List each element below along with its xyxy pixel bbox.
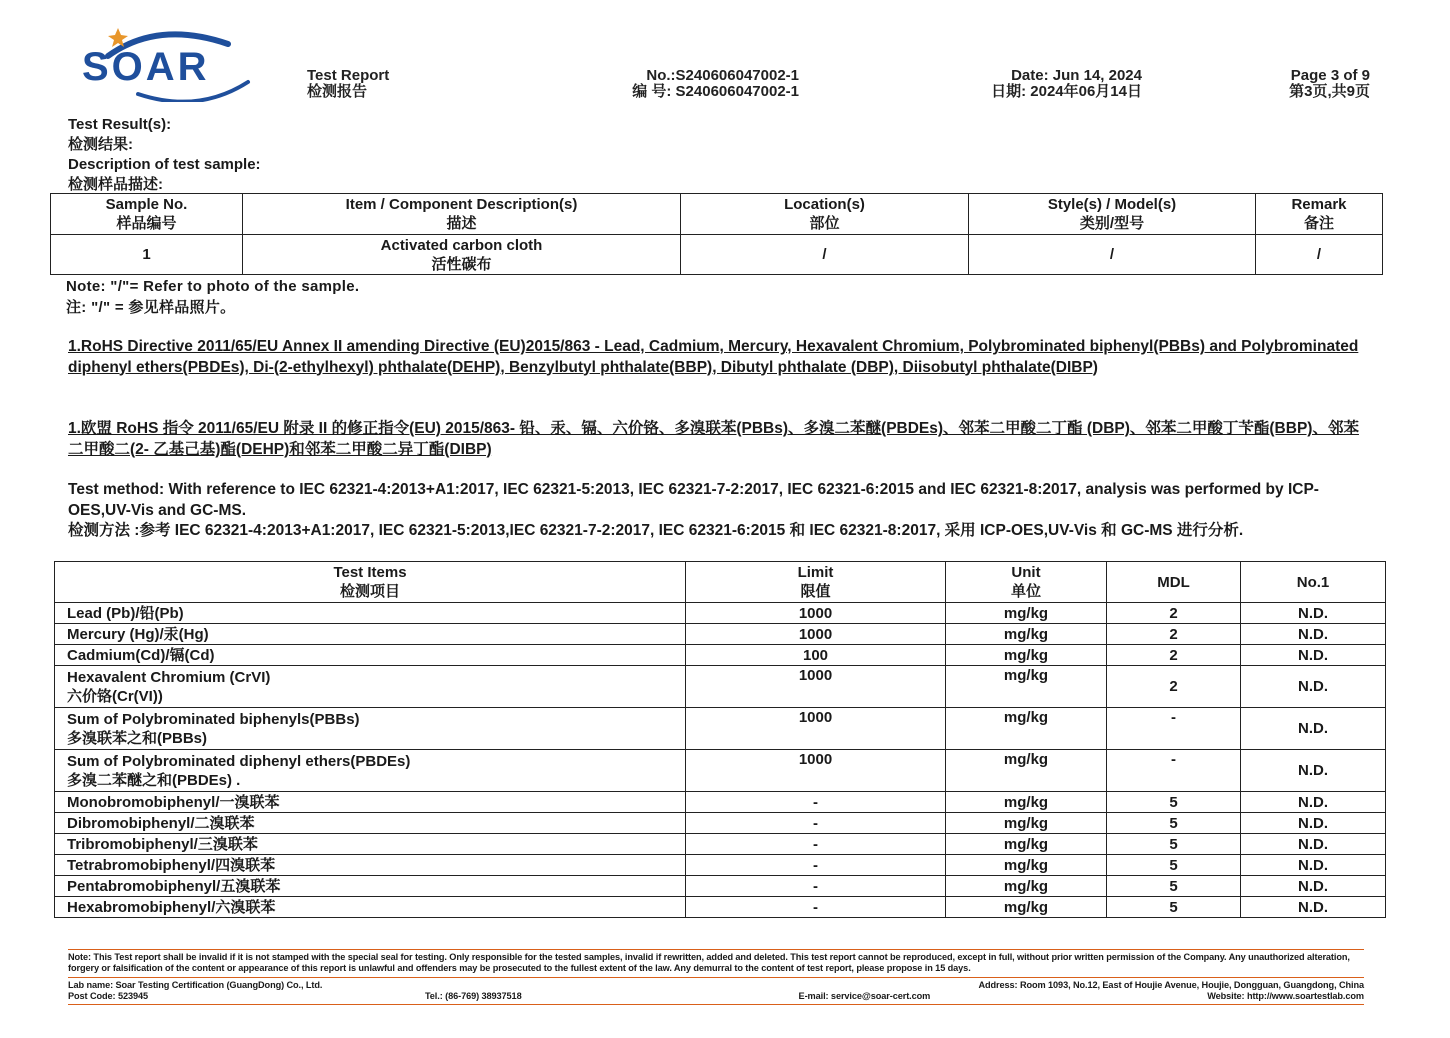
mdl-cell: - [1107,750,1241,792]
header-description: Item / Component Description(s) 描述 [243,194,681,235]
result-cell: N.D. [1241,792,1386,813]
mdl-cell: 2 [1107,603,1241,624]
item-cell: Tetrabromobiphenyl/四溴联苯 [55,855,686,876]
header-style: Style(s) / Model(s) 类别/型号 [969,194,1256,235]
result-cell: N.D. [1241,750,1386,792]
item-cell: Hexavalent Chromium (CrVI) 六价铬(Cr(VI)) [55,666,686,708]
item-cell: Tribromobiphenyl/三溴联苯 [55,834,686,855]
limit-cell: 1000 [686,624,946,645]
description-label: Description of test sample: 检测样品描述: [68,156,261,193]
mdl-cell: 5 [1107,876,1241,897]
result-cell: N.D. [1241,897,1386,918]
footer [68,949,1364,1005]
unit-cell: mg/kg [946,792,1107,813]
table-row [55,834,1386,855]
item-cell: Hexabromobiphenyl/六溴联苯 [55,897,686,918]
table-row [55,603,1386,624]
item-cell: Sum of Polybrominated diphenyl ethers(PBDEs) 多溴二苯醚之和(PBDEs) . [55,750,686,792]
limit-cell: 1000 [686,666,946,708]
page-number: Page 3 of 9 第3页,共9页 [1289,67,1370,100]
table-row [51,235,1383,275]
mdl-cell: 2 [1107,666,1241,708]
table-row [55,708,1386,750]
test-method-en: Test method: With reference to IEC 62321-4:2013+A1:2017, IEC 62321-5:2013, IEC 62321-7-2:2017, IEC 62321-6:2015 and IEC 62321-8:2017, analysis was performed by ICP-OES,UV-Vis and GC-MS. [68,481,1319,519]
limit-cell: 1000 [686,750,946,792]
sample-no-cell: 1 [51,235,243,275]
result-cell: N.D. [1241,666,1386,708]
unit-cell: mg/kg [946,645,1107,666]
item-cell: Mercury (Hg)/汞(Hg) [55,624,686,645]
footer-email: E-mail: service@soar-cert.com [798,991,931,1001]
result-cell: N.D. [1241,813,1386,834]
remark-cell: / [1256,235,1383,275]
unit-cell: mg/kg [946,855,1107,876]
table-row [55,750,1386,792]
result-cell: N.D. [1241,834,1386,855]
section-title-cn: 1.欧盟 RoHS 指令 2011/65/EU 附录 II 的修正指令(EU) 2015/863- 铅、汞、镉、六价铬、多溴联苯(PBBs)、多溴二苯醚(PBDEs)、邻苯二甲酸二丁酯 (DBP)、邻苯二甲酸丁苄酯(BBP)、邻苯二甲酸二(2- 乙基己基)酯(DEHP)和邻苯二甲酸二异丁酯(DIBP) [68,420,1359,458]
mdl-cell: 5 [1107,834,1241,855]
report-number: No.:S240606047002-1 编 号: S240606047002-1 [632,67,799,100]
header-unit: Unit 单位 [946,562,1107,603]
item-cell: Sum of Polybrominated biphenyls(PBBs) 多溴联苯之和(PBBs) [55,708,686,750]
result-cell: N.D. [1241,603,1386,624]
mdl-cell: 5 [1107,792,1241,813]
mdl-cell: 2 [1107,645,1241,666]
mdl-cell: 2 [1107,624,1241,645]
logo-text: SOAR [82,45,210,89]
footer-lab-name: Lab name: Soar Testing Certification (GuangDong) Co., Ltd. [68,980,323,990]
limit-cell: - [686,834,946,855]
item-cell: Cadmium(Cd)/镉(Cd) [55,645,686,666]
limit-cell: - [686,855,946,876]
footer-disclaimer: Note: This Test report shall be invalid if it is not stamped with the special seal for testing. Only responsible for the tested samples, invalid if rewritten, added and deleted. This test report cannot be reproduced, except in full, without prior written permission of the Company. Any unauthorized alteration, forgery or falsification of the content or appearance of this report is unlawful and offenders may be prosecuted to the fullest extent of the law. Any demurral to the content of test report, please propose in 15 days. [68,952,1350,973]
result-cell: N.D. [1241,708,1386,750]
unit-cell: mg/kg [946,666,1107,708]
result-cell: N.D. [1241,624,1386,645]
unit-cell: mg/kg [946,708,1107,750]
table-row [55,645,1386,666]
result-cell: N.D. [1241,876,1386,897]
unit-cell: mg/kg [946,876,1107,897]
footer-address: Address: Room 1093, No.12, East of Houjie Avenue, Houjie, Dongguan, Guangdong, China [978,980,1364,990]
unit-cell: mg/kg [946,813,1107,834]
header-mdl: MDL [1107,562,1241,603]
item-cell: Pentabromobiphenyl/五溴联苯 [55,876,686,897]
results-table [54,561,1386,918]
item-cell: Lead (Pb)/铅(Pb) [55,603,686,624]
table-row [55,897,1386,918]
location-cell: / [681,235,969,275]
mdl-cell: 5 [1107,813,1241,834]
header-remark: Remark 备注 [1256,194,1383,235]
limit-cell: - [686,897,946,918]
result-cell: N.D. [1241,645,1386,666]
description-cell: Activated carbon cloth 活性碳布 [243,235,681,275]
test-method-cn: 检测方法 :参考 IEC 62321-4:2013+A1:2017, IEC 62321-5:2013,IEC 62321-7-2:2017, IEC 62321-6:2015 和 IEC 62321-8:2017, 采用 ICP-OES,UV-Vis 和 GC-MS 进行分析. [68,522,1244,539]
header-no1: No.1 [1241,562,1386,603]
unit-cell: mg/kg [946,897,1107,918]
test-results-label: Test Result(s): 检测结果: [68,116,172,153]
footer-website: Website: http://www.soartestlab.com [1207,991,1364,1001]
unit-cell: mg/kg [946,750,1107,792]
footer-post-code: Post Code: 523945 [68,991,149,1001]
section-title-en: 1.RoHS Directive 2011/65/EU Annex II amending Directive (EU)2015/863 - Lead, Cadmium, Mercury, Hexavalent Chromium, Polybrominated biphenyl(PBBs) and Polybrominated diphenyl ethers(PBDEs), Di-(2-ethylhexyl) phthalate(DEHP), Benzylbutyl phthalate(BBP), Dibutyl phthalate (DBP), Diisobutyl phthalate(DIBP) [68,338,1359,376]
table-row [55,855,1386,876]
header-test-items: Test Items 检测项目 [55,562,686,603]
note-en: Note: "/"= Refer to photo of the sample. [66,278,360,295]
unit-cell: mg/kg [946,834,1107,855]
note-cn: 注: "/" = 参见样品照片。 [66,299,236,316]
limit-cell: - [686,813,946,834]
mdl-cell: 5 [1107,855,1241,876]
item-cell: Monobromobiphenyl/一溴联苯 [55,792,686,813]
table-row [55,792,1386,813]
result-cell: N.D. [1241,855,1386,876]
mdl-cell: - [1107,708,1241,750]
header-sample-no: Sample No. 样品编号 [51,194,243,235]
limit-cell: - [686,876,946,897]
table-row [55,876,1386,897]
unit-cell: mg/kg [946,624,1107,645]
table-row [55,624,1386,645]
mdl-cell: 5 [1107,897,1241,918]
limit-cell: 1000 [686,708,946,750]
style-cell: / [969,235,1256,275]
soar-logo [78,22,288,102]
item-cell: Dibromobiphenyl/二溴联苯 [55,813,686,834]
limit-cell: 1000 [686,603,946,624]
sample-table [50,193,1383,275]
header-location: Location(s) 部位 [681,194,969,235]
unit-cell: mg/kg [946,603,1107,624]
footer-tel: Tel.: (86-769) 38937518 [424,991,522,1001]
header-limit: Limit 限值 [686,562,946,603]
report-title: Test Report 检测报告 [307,67,390,100]
limit-cell: - [686,792,946,813]
table-row [55,666,1386,708]
table-row [55,813,1386,834]
report-date: Date: Jun 14, 2024 日期: 2024年06月14日 [991,67,1142,100]
limit-cell: 100 [686,645,946,666]
